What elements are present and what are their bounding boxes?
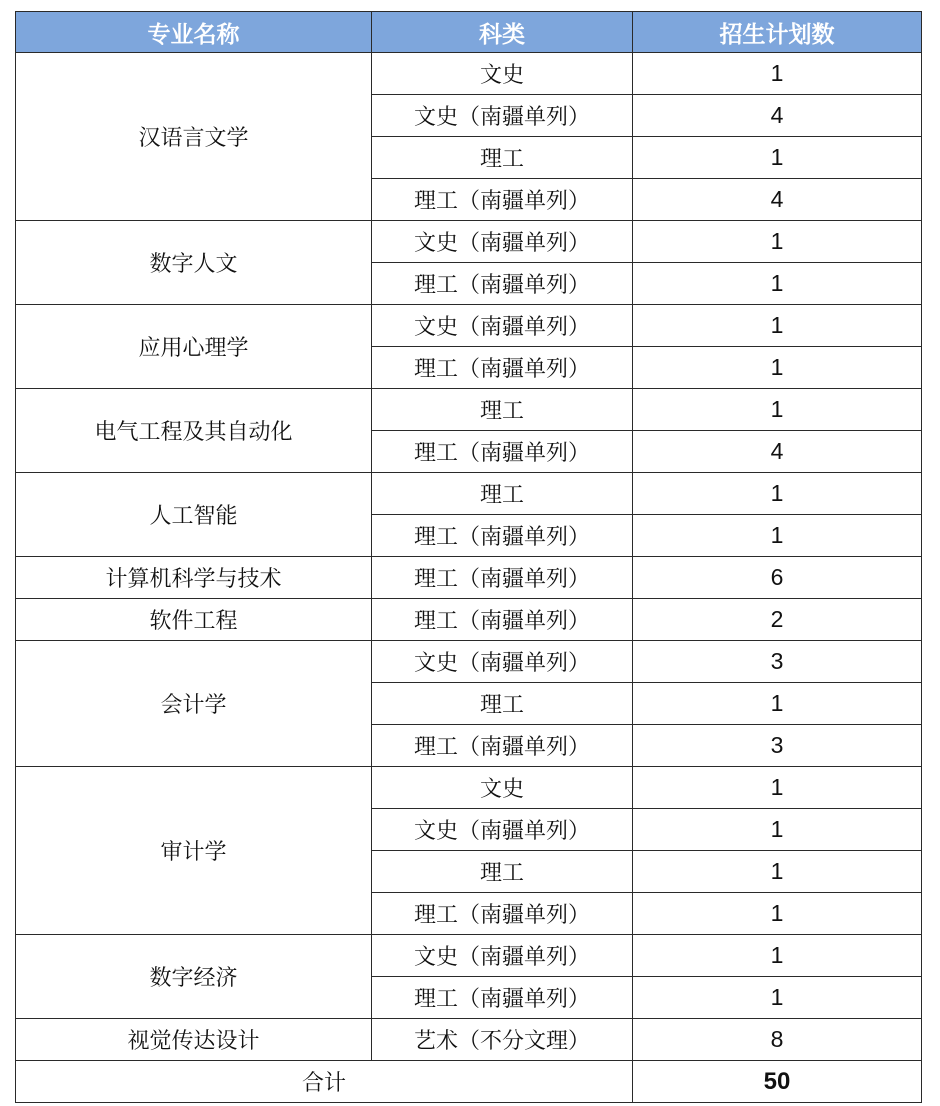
plan-count-cell: 1 bbox=[633, 935, 922, 977]
plan-count-cell: 1 bbox=[633, 683, 922, 725]
category-cell: 理工（南疆单列） bbox=[372, 599, 633, 641]
plan-count-cell: 3 bbox=[633, 641, 922, 683]
category-cell: 文史（南疆单列） bbox=[372, 305, 633, 347]
plan-count-cell: 4 bbox=[633, 95, 922, 137]
category-cell: 文史 bbox=[372, 53, 633, 95]
major-name-cell: 软件工程 bbox=[16, 599, 372, 641]
plan-count-cell: 1 bbox=[633, 347, 922, 389]
plan-count-cell: 3 bbox=[633, 725, 922, 767]
plan-count-cell: 1 bbox=[633, 473, 922, 515]
plan-count-cell: 1 bbox=[633, 767, 922, 809]
table-row bbox=[16, 767, 922, 809]
major-name-cell: 会计学 bbox=[16, 641, 372, 767]
plan-count-cell: 1 bbox=[633, 851, 922, 893]
table-row bbox=[16, 641, 922, 683]
category-cell: 文史（南疆单列） bbox=[372, 809, 633, 851]
plan-count-cell: 1 bbox=[633, 809, 922, 851]
table-row bbox=[16, 935, 922, 977]
category-cell: 理工（南疆单列） bbox=[372, 893, 633, 935]
category-cell: 理工（南疆单列） bbox=[372, 557, 633, 599]
table-row bbox=[16, 305, 922, 347]
plan-count-cell: 1 bbox=[633, 893, 922, 935]
plan-count-cell: 1 bbox=[633, 137, 922, 179]
table-row bbox=[16, 557, 922, 599]
major-name-cell: 汉语言文学 bbox=[16, 53, 372, 221]
plan-count-cell: 2 bbox=[633, 599, 922, 641]
category-cell: 理工（南疆单列） bbox=[372, 977, 633, 1019]
major-name-cell: 数字经济 bbox=[16, 935, 372, 1019]
plan-count-cell: 6 bbox=[633, 557, 922, 599]
category-cell: 理工 bbox=[372, 389, 633, 431]
plan-count-cell: 1 bbox=[633, 53, 922, 95]
major-name-cell: 审计学 bbox=[16, 767, 372, 935]
total-value: 50 bbox=[633, 1061, 922, 1103]
plan-count-cell: 1 bbox=[633, 221, 922, 263]
plan-count-cell: 1 bbox=[633, 263, 922, 305]
plan-count-cell: 8 bbox=[633, 1019, 922, 1061]
category-cell: 理工 bbox=[372, 473, 633, 515]
plan-count-cell: 4 bbox=[633, 431, 922, 473]
major-name-cell: 电气工程及其自动化 bbox=[16, 389, 372, 473]
category-cell: 理工（南疆单列） bbox=[372, 179, 633, 221]
category-cell: 文史（南疆单列） bbox=[372, 935, 633, 977]
category-cell: 理工（南疆单列） bbox=[372, 725, 633, 767]
category-cell: 文史 bbox=[372, 767, 633, 809]
table-header-row bbox=[16, 12, 922, 53]
total-row bbox=[16, 1061, 922, 1103]
plan-count-cell: 1 bbox=[633, 305, 922, 347]
enrollment-plan-table bbox=[15, 11, 922, 1103]
table-row bbox=[16, 221, 922, 263]
table-row bbox=[16, 599, 922, 641]
table-row bbox=[16, 389, 922, 431]
plan-count-cell: 1 bbox=[633, 389, 922, 431]
table-row bbox=[16, 473, 922, 515]
plan-count-cell: 1 bbox=[633, 977, 922, 1019]
header-plan-count: 招生计划数 bbox=[633, 12, 922, 53]
table-body bbox=[16, 53, 922, 1061]
major-name-cell: 人工智能 bbox=[16, 473, 372, 557]
plan-count-cell: 1 bbox=[633, 515, 922, 557]
category-cell: 艺术（不分文理） bbox=[372, 1019, 633, 1061]
major-name-cell: 数字人文 bbox=[16, 221, 372, 305]
category-cell: 理工（南疆单列） bbox=[372, 263, 633, 305]
table-row bbox=[16, 1019, 922, 1061]
major-name-cell: 视觉传达设计 bbox=[16, 1019, 372, 1061]
category-cell: 文史（南疆单列） bbox=[372, 221, 633, 263]
header-category: 科类 bbox=[372, 12, 633, 53]
total-label: 合计 bbox=[16, 1061, 633, 1103]
category-cell: 理工（南疆单列） bbox=[372, 431, 633, 473]
category-cell: 文史（南疆单列） bbox=[372, 95, 633, 137]
category-cell: 理工（南疆单列） bbox=[372, 515, 633, 557]
header-major-name: 专业名称 bbox=[16, 12, 372, 53]
table-row bbox=[16, 53, 922, 95]
major-name-cell: 计算机科学与技术 bbox=[16, 557, 372, 599]
category-cell: 理工 bbox=[372, 851, 633, 893]
category-cell: 文史（南疆单列） bbox=[372, 641, 633, 683]
category-cell: 理工（南疆单列） bbox=[372, 347, 633, 389]
category-cell: 理工 bbox=[372, 137, 633, 179]
plan-count-cell: 4 bbox=[633, 179, 922, 221]
major-name-cell: 应用心理学 bbox=[16, 305, 372, 389]
category-cell: 理工 bbox=[372, 683, 633, 725]
